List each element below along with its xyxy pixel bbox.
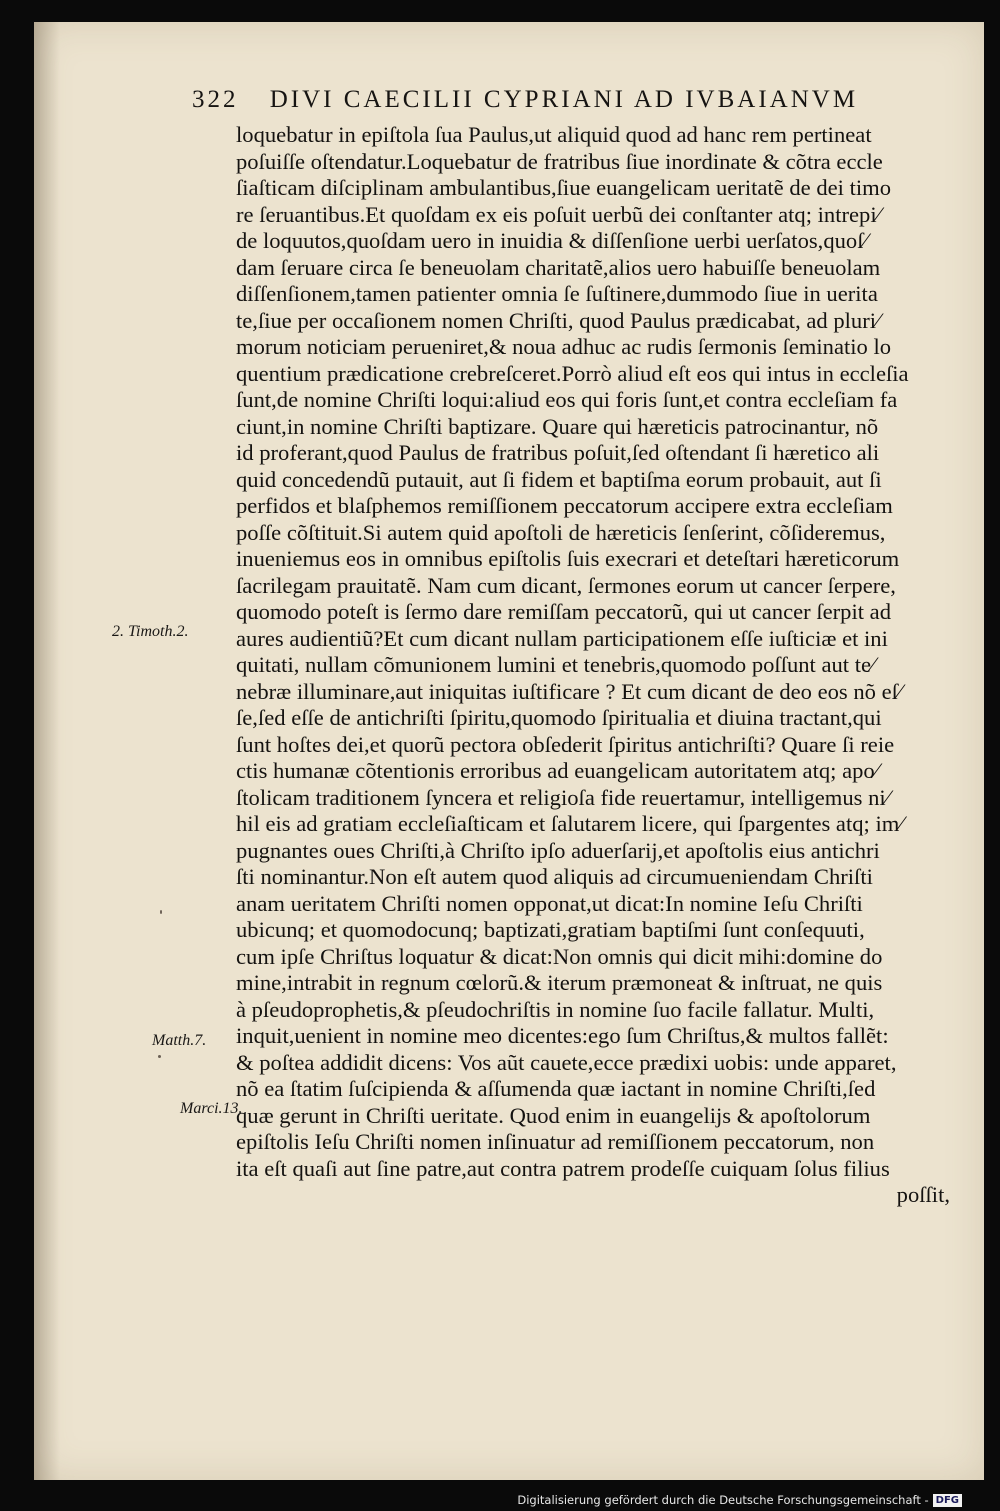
paper-speck [160, 910, 162, 914]
text-line: hil eis ad gratiam eccleſiaſticam et ſalutarem licere, qui ſpargentes atq; im⁄ [236, 811, 904, 836]
digitization-footer [517, 1492, 962, 1508]
dfg-logo: DFG [933, 1494, 962, 1507]
text-line: inueniemus eos in omnibus epiſtolis ſuis execrari et deteſtari hæreticorum [236, 546, 900, 571]
text-line: ſiaſticam diſciplinam ambulantibus,ſiue euangelicam ueritatẽ de dei timo [236, 175, 892, 200]
text-line: nõ ea ſtatim ſuſcipienda & aſſumenda quæ iactant in nomine Chriſti,ſed [236, 1076, 876, 1101]
catchword: poſſit, [896, 1182, 950, 1207]
text-line: ubicunq; et quomodocunq; baptizati,gratiam baptiſmi ſunt conſequuti, [236, 917, 865, 942]
text-line: à pſeudoprophetis,& pſeudochriſtis in nomine ſuo facile fallatur. Multi, [236, 996, 875, 1022]
text-line: nebræ illuminare,aut iniquitas iuſtificare ? Et cum dicant de deo eos nõ eſ⁄ [236, 678, 902, 704]
text-line: ſti nominantur.Non eſt autem quod aliquis ad circumueniendam Chriſti [236, 864, 873, 889]
text-line: loquebatur in epiſtola ſua Paulus,ut aliquid quod ad hanc rem pertineat [236, 122, 872, 147]
running-header [192, 86, 892, 120]
text-line: id proferant,quod Paulus de fratribus poſuit,ſed oſtendant ſi hæretico ali [236, 440, 880, 465]
footer-credit: Digitalisierung gefördert durch die Deutsche Forschungsgemeinschaft - [517, 1493, 929, 1507]
marginal-note-timothy: 2. Timoth.2. [112, 623, 189, 640]
text-line: ſacrilegam prauitatẽ. Nam cum dicant, ſermones eorum ut cancer ſerpere, [236, 572, 896, 598]
text-line: perfidos et blaſphemos remiſſionem peccatorum accipere extra eccleſiam [236, 493, 893, 518]
text-line: quitati, nullam cõmunionem lumini et tenebris,quomodo poſſunt aut te⁄ [236, 652, 875, 677]
text-line: epiſtolis Ieſu Chriſti nomen inſinuatur ad remiſſionem peccatorum, non [236, 1129, 875, 1154]
text-line: & poſtea addidit dicens: Vos aũt cauete,ecce prædixi uobis: unde apparet, [236, 1049, 897, 1075]
running-title: DIVI CAECILII CYPRIANI AD IVBAIANVM [269, 86, 859, 113]
text-line: te,ſiue per occaſionem nomen Chriſti, quod Paulus prædicabat, ad pluri⁄ [236, 307, 880, 333]
text-line: ita eſt quaſi aut ſine patre,aut contra patrem prodeſſe cuiquam ſolus filius [236, 1155, 890, 1181]
text-line: re ſeruantibus.Et quoſdam ex eis poſuit uerbũ dei conſtanter atq; intrepi⁄ [236, 201, 881, 227]
marginal-note-mark: Marci.13. [180, 1100, 243, 1117]
text-line: mine,intrabit in regnum cœlorũ.& iterum præmoneat & inſtruat, ne quis [236, 970, 883, 995]
text-line: poſuiſſe oſtendatur.Loquebatur de fratribus ſiue inordinate & cõtra eccle [236, 148, 883, 174]
text-line: pugnantes oues Chriſti,à Chriſto ipſo aduerſarij,et apoſtolis eius antichri [236, 837, 880, 863]
text-line: ciunt,in nomine Chriſti baptizare. Quare qui hæreticis patrocinantur, nõ [236, 413, 879, 439]
text-line: morum noticiam perueniret,& noua adhuc ac rudis ſermonis ſeminatio lo [236, 334, 892, 359]
marginal-note-matthew: Matth.7. [152, 1032, 207, 1049]
text-line: diſſenſionem,tamen patienter omnia ſe ſuſtinere,dummodo ſiue in uerita [236, 281, 878, 306]
text-line: poſſe cõſtituit.Si autem quid apoſtoli de hæreticis ſenſerint, cõſideremus, [236, 519, 886, 545]
text-line: cum ipſe Chriſtus loquatur & dicat:Non omnis qui dicit mihi:domine do [236, 943, 883, 969]
text-line: ſe,ſed eſſe de antichriſti ſpiritu,quomodo ſpiritualia et diuina tractant,qui [236, 705, 882, 730]
text-line: de loquutos,quoſdam uero in inuidia & diſſenſione uerbi uerſatos,quoſ⁄ [236, 228, 868, 253]
page-number: 322 [192, 86, 239, 113]
text-line: dam ſeruare circa ſe beneuolam charitatẽ,alios uero habuiſſe beneuolam [236, 254, 881, 280]
text-line: ſunt hoſtes dei,et quorũ pectora obſederit ſpiritus antichriſti? Quare ſi reie [236, 731, 895, 757]
text-line: quomodo poteſt is ſermo dare remiſſam peccatorũ, qui ut cancer ſerpit ad [236, 599, 891, 624]
text-line: quentium prædicatione crebreſceret.Porrò aliud eſt eos qui intus in eccleſia [236, 360, 909, 386]
text-line: quæ gerunt in Chriſti ueritate. Quod enim in euangelijs & apoſtolorum [236, 1102, 871, 1128]
text-line: quid concedendũ putauit, aut ſi fidem et baptiſma eorum probauit, aut ſi [236, 466, 882, 492]
text-line: inquit,uenient in nomine meo dicentes:ego ſum Chriſtus,& multos fallẽt: [236, 1023, 889, 1048]
body-text [236, 122, 958, 1209]
paper-speck [158, 1055, 161, 1058]
text-line: ſtolicam traditionem ſyncera et religioſa fide reuertamur, intelligemus ni⁄ [236, 784, 890, 810]
text-line: ſunt,de nomine Chriſti loqui:aliud eos qui foris ſunt,et contra eccleſiam fa [236, 387, 898, 412]
text-line: ctis humanæ cõtentionis erroribus ad euangelicam autoritatem atq; apo⁄ [236, 758, 879, 783]
text-line: anam ueritatem Chriſti nomen opponat,ut dicat:In nomine Ieſu Chriſti [236, 890, 863, 916]
text-line: aures audientiũ?Et cum dicant nullam participationem eſſe iuſticiæ et ini [236, 625, 888, 651]
